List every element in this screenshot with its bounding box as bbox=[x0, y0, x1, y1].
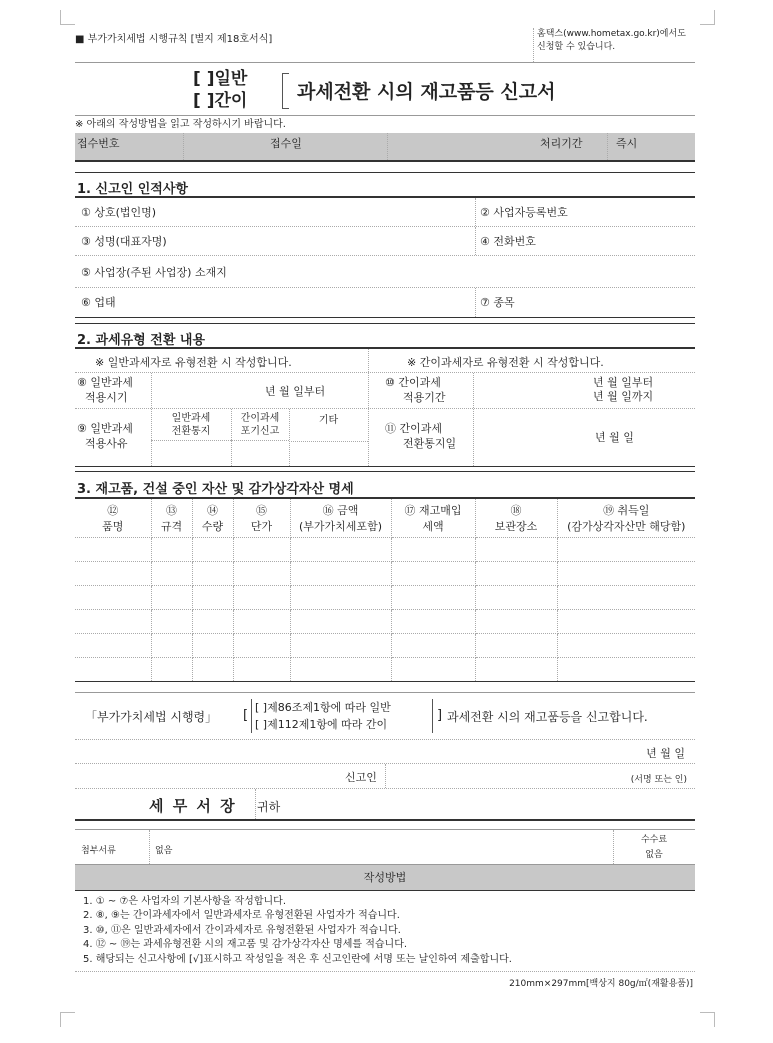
table-row[interactable] bbox=[75, 537, 695, 561]
page-title: 과세전환 시의 재고품등 신고서 bbox=[297, 81, 556, 103]
business-item-field[interactable]: ⑦ 종목 bbox=[480, 296, 515, 309]
reason-row bbox=[75, 409, 695, 467]
office-row bbox=[75, 789, 695, 821]
form-title-area bbox=[75, 62, 695, 116]
simple-notice-label: ⑪ 간이과세 bbox=[385, 422, 443, 435]
representative-row bbox=[75, 227, 695, 256]
general-reason-label: ⑨ 일반과세 bbox=[77, 422, 133, 435]
representative-field[interactable]: ③ 성명(대표자명) bbox=[81, 235, 167, 248]
hometax-note: 홈택스(www.hometax.go.kr)에서도 bbox=[537, 29, 686, 39]
receipt-date-label: 접수일 bbox=[270, 137, 302, 150]
table-row[interactable] bbox=[75, 609, 695, 633]
phone-field[interactable]: ④ 전화번호 bbox=[480, 235, 536, 248]
fee-label: 수수료 bbox=[640, 834, 668, 845]
simple-period-label: ⑩ 간이과세 bbox=[385, 376, 441, 389]
tax-form bbox=[75, 28, 695, 992]
section2-title bbox=[75, 323, 695, 349]
declarant-label: 신고인 bbox=[345, 770, 377, 784]
law-reference: 「부가가치세법 시행령」 bbox=[85, 709, 218, 724]
fee-value: 없음 bbox=[645, 849, 663, 860]
note-general: ※ 일반과세자로 유형전환 시 작성합니다. bbox=[95, 356, 292, 369]
reason-col2-label-2: 포기신고 bbox=[240, 426, 280, 437]
section3-heading: 3. 재고품, 건설 중인 자산 및 감가상각자산 명세 bbox=[77, 482, 354, 497]
list-item: 3. ⑩, ⑪은 일반과세자에서 간이과세자로 유형전환된 사업자가 적습니다. bbox=[83, 924, 401, 936]
biz-reg-no-field[interactable]: ② 사업자등록번호 bbox=[480, 206, 568, 219]
crop-mark bbox=[60, 10, 75, 25]
form-header bbox=[75, 28, 695, 62]
general-reason-label-2: 적용사유 bbox=[85, 437, 128, 450]
reason-col2-label: 간이과세 bbox=[240, 413, 280, 424]
type-notes-row bbox=[75, 349, 695, 373]
table-header-row bbox=[75, 499, 695, 537]
general-start-label-2: 적용시기 bbox=[85, 391, 128, 404]
table-row[interactable] bbox=[75, 633, 695, 657]
receipt-row bbox=[75, 133, 695, 162]
crop-mark bbox=[700, 10, 715, 25]
col-header-quantity: ⑭ 수량 bbox=[192, 499, 233, 537]
col-header-amount: ⑯ 금액 (부가가치세포함) bbox=[290, 499, 391, 537]
company-row bbox=[75, 198, 695, 227]
option-general-checkbox[interactable]: [ ]일반 bbox=[193, 69, 248, 89]
col-header-spec: ⑬ 규격 bbox=[151, 499, 192, 537]
reason-col3-label: 기타 bbox=[289, 409, 368, 442]
crop-mark bbox=[700, 1012, 715, 1027]
attachment-value: 없음 bbox=[155, 845, 173, 856]
col-header-inventory-tax: ⑰ 재고매입 세액 bbox=[391, 499, 475, 537]
inventory-table bbox=[75, 499, 695, 682]
tax-office-label: 세 무 서 장 bbox=[149, 796, 237, 815]
method-list bbox=[75, 891, 695, 973]
address-row bbox=[75, 256, 695, 288]
reason-col1-label: 일반과세 bbox=[171, 413, 211, 424]
simple-notice-value[interactable]: 년 월 일 bbox=[595, 431, 634, 444]
declaration-date[interactable]: 년 월 일 bbox=[646, 746, 685, 760]
col-header-unit-price: ⑮ 단가 bbox=[233, 499, 290, 537]
table-row[interactable] bbox=[75, 657, 695, 681]
simple-period-from[interactable]: 년 월 일부터 bbox=[593, 376, 654, 389]
section3-title bbox=[75, 471, 695, 499]
attachment-label: 첨부서류 bbox=[81, 845, 116, 856]
business-row bbox=[75, 288, 695, 318]
sign-field[interactable]: (서명 또는 인) bbox=[630, 774, 687, 785]
table-row[interactable] bbox=[75, 561, 695, 585]
declaration-text: 과세전환 시의 재고품등을 신고합니다. bbox=[447, 709, 648, 724]
table-row[interactable] bbox=[75, 585, 695, 609]
attachment-row bbox=[75, 829, 695, 865]
declaration-row: 「부가가치세법 시행령」 [ [ ]제86조제1항에 따라 일반 [ ]제112제1항에 따라 간이 ] 과세전환 시의 재고품등을 신고합니다. bbox=[75, 692, 695, 740]
honorific-label: 귀하 bbox=[257, 799, 281, 814]
section2-heading: 2. 과세유형 전환 내용 bbox=[77, 333, 206, 348]
section1-heading: 1. 신고인 인적사항 bbox=[77, 182, 188, 197]
col-header-storage: ⑱ 보관장소 bbox=[475, 499, 557, 537]
option-simple-checkbox[interactable]: [ ]간이 bbox=[193, 91, 248, 111]
processing-period-label: 처리기간 bbox=[540, 137, 583, 150]
simple-notice-label-2: 전환통지일 bbox=[403, 437, 457, 450]
date-row bbox=[75, 740, 695, 764]
company-name-field[interactable]: ① 상호(법인명) bbox=[81, 206, 157, 219]
paper-spec-text: 210mm×297mm[백상지 80g/㎡(재활용품)] bbox=[509, 979, 693, 989]
section1-title bbox=[75, 172, 695, 198]
col-header-acquired-date: ⑲ 취득일 (감가상각자산만 해당함) bbox=[557, 499, 695, 537]
list-item: 2. ⑧, ⑨는 간이과세자에서 일반과세자로 유형전환된 사업자가 적습니다. bbox=[83, 910, 400, 921]
simple-period-to[interactable]: 년 월 일까지 bbox=[593, 390, 654, 403]
declarant-row bbox=[75, 764, 695, 789]
option-art112-checkbox[interactable]: [ ]제112제1항에 따라 간이 bbox=[255, 717, 388, 731]
address-field[interactable]: ⑤ 사업장(주된 사업장) 소재지 bbox=[81, 266, 227, 279]
processing-period-value: 즉시 bbox=[616, 137, 638, 150]
list-item: 4. ⑫ ~ ⑲는 과세유형전환 시의 재고품 및 감가상각자산 명세를 적습니다. bbox=[83, 939, 408, 950]
instruction-note: ※ 아래의 작성방법을 읽고 작성하시기 바랍니다. bbox=[75, 119, 286, 130]
option-art86-checkbox[interactable]: [ ]제86조제1항에 따라 일반 bbox=[255, 700, 391, 714]
general-start-value[interactable]: 년 월 일부터 bbox=[265, 385, 326, 398]
regulation-label: ■ 부가가치세법 시행규칙 [별지 제18호서식] bbox=[75, 34, 273, 45]
simple-period-label-2: 적용기간 bbox=[403, 391, 446, 404]
col-header-item-name: ⑫ 품명 bbox=[75, 499, 151, 537]
list-item: 1. ① ~ ⑦은 사업자의 기본사항을 작성합니다. bbox=[83, 895, 287, 907]
start-period-row bbox=[75, 373, 695, 409]
business-type-field[interactable]: ⑥ 업태 bbox=[81, 296, 116, 309]
general-start-label: ⑧ 일반과세 bbox=[77, 376, 133, 389]
reason-col1-label-2: 전환통지 bbox=[171, 426, 211, 437]
note-simple: ※ 간이과세자로 유형전환 시 작성합니다. bbox=[407, 356, 604, 369]
method-title: 작성방법 bbox=[75, 865, 695, 891]
paper-spec bbox=[75, 972, 695, 992]
crop-mark bbox=[60, 1012, 75, 1027]
list-item: 5. 해당되는 신고사항에 [√]표시하고 작성일을 적은 후 신고인란에 서명 또는 날인하여 제출합니다. bbox=[83, 953, 512, 965]
receipt-no-label: 접수번호 bbox=[77, 137, 120, 150]
hometax-note-2: 신청할 수 있습니다. bbox=[537, 42, 616, 52]
